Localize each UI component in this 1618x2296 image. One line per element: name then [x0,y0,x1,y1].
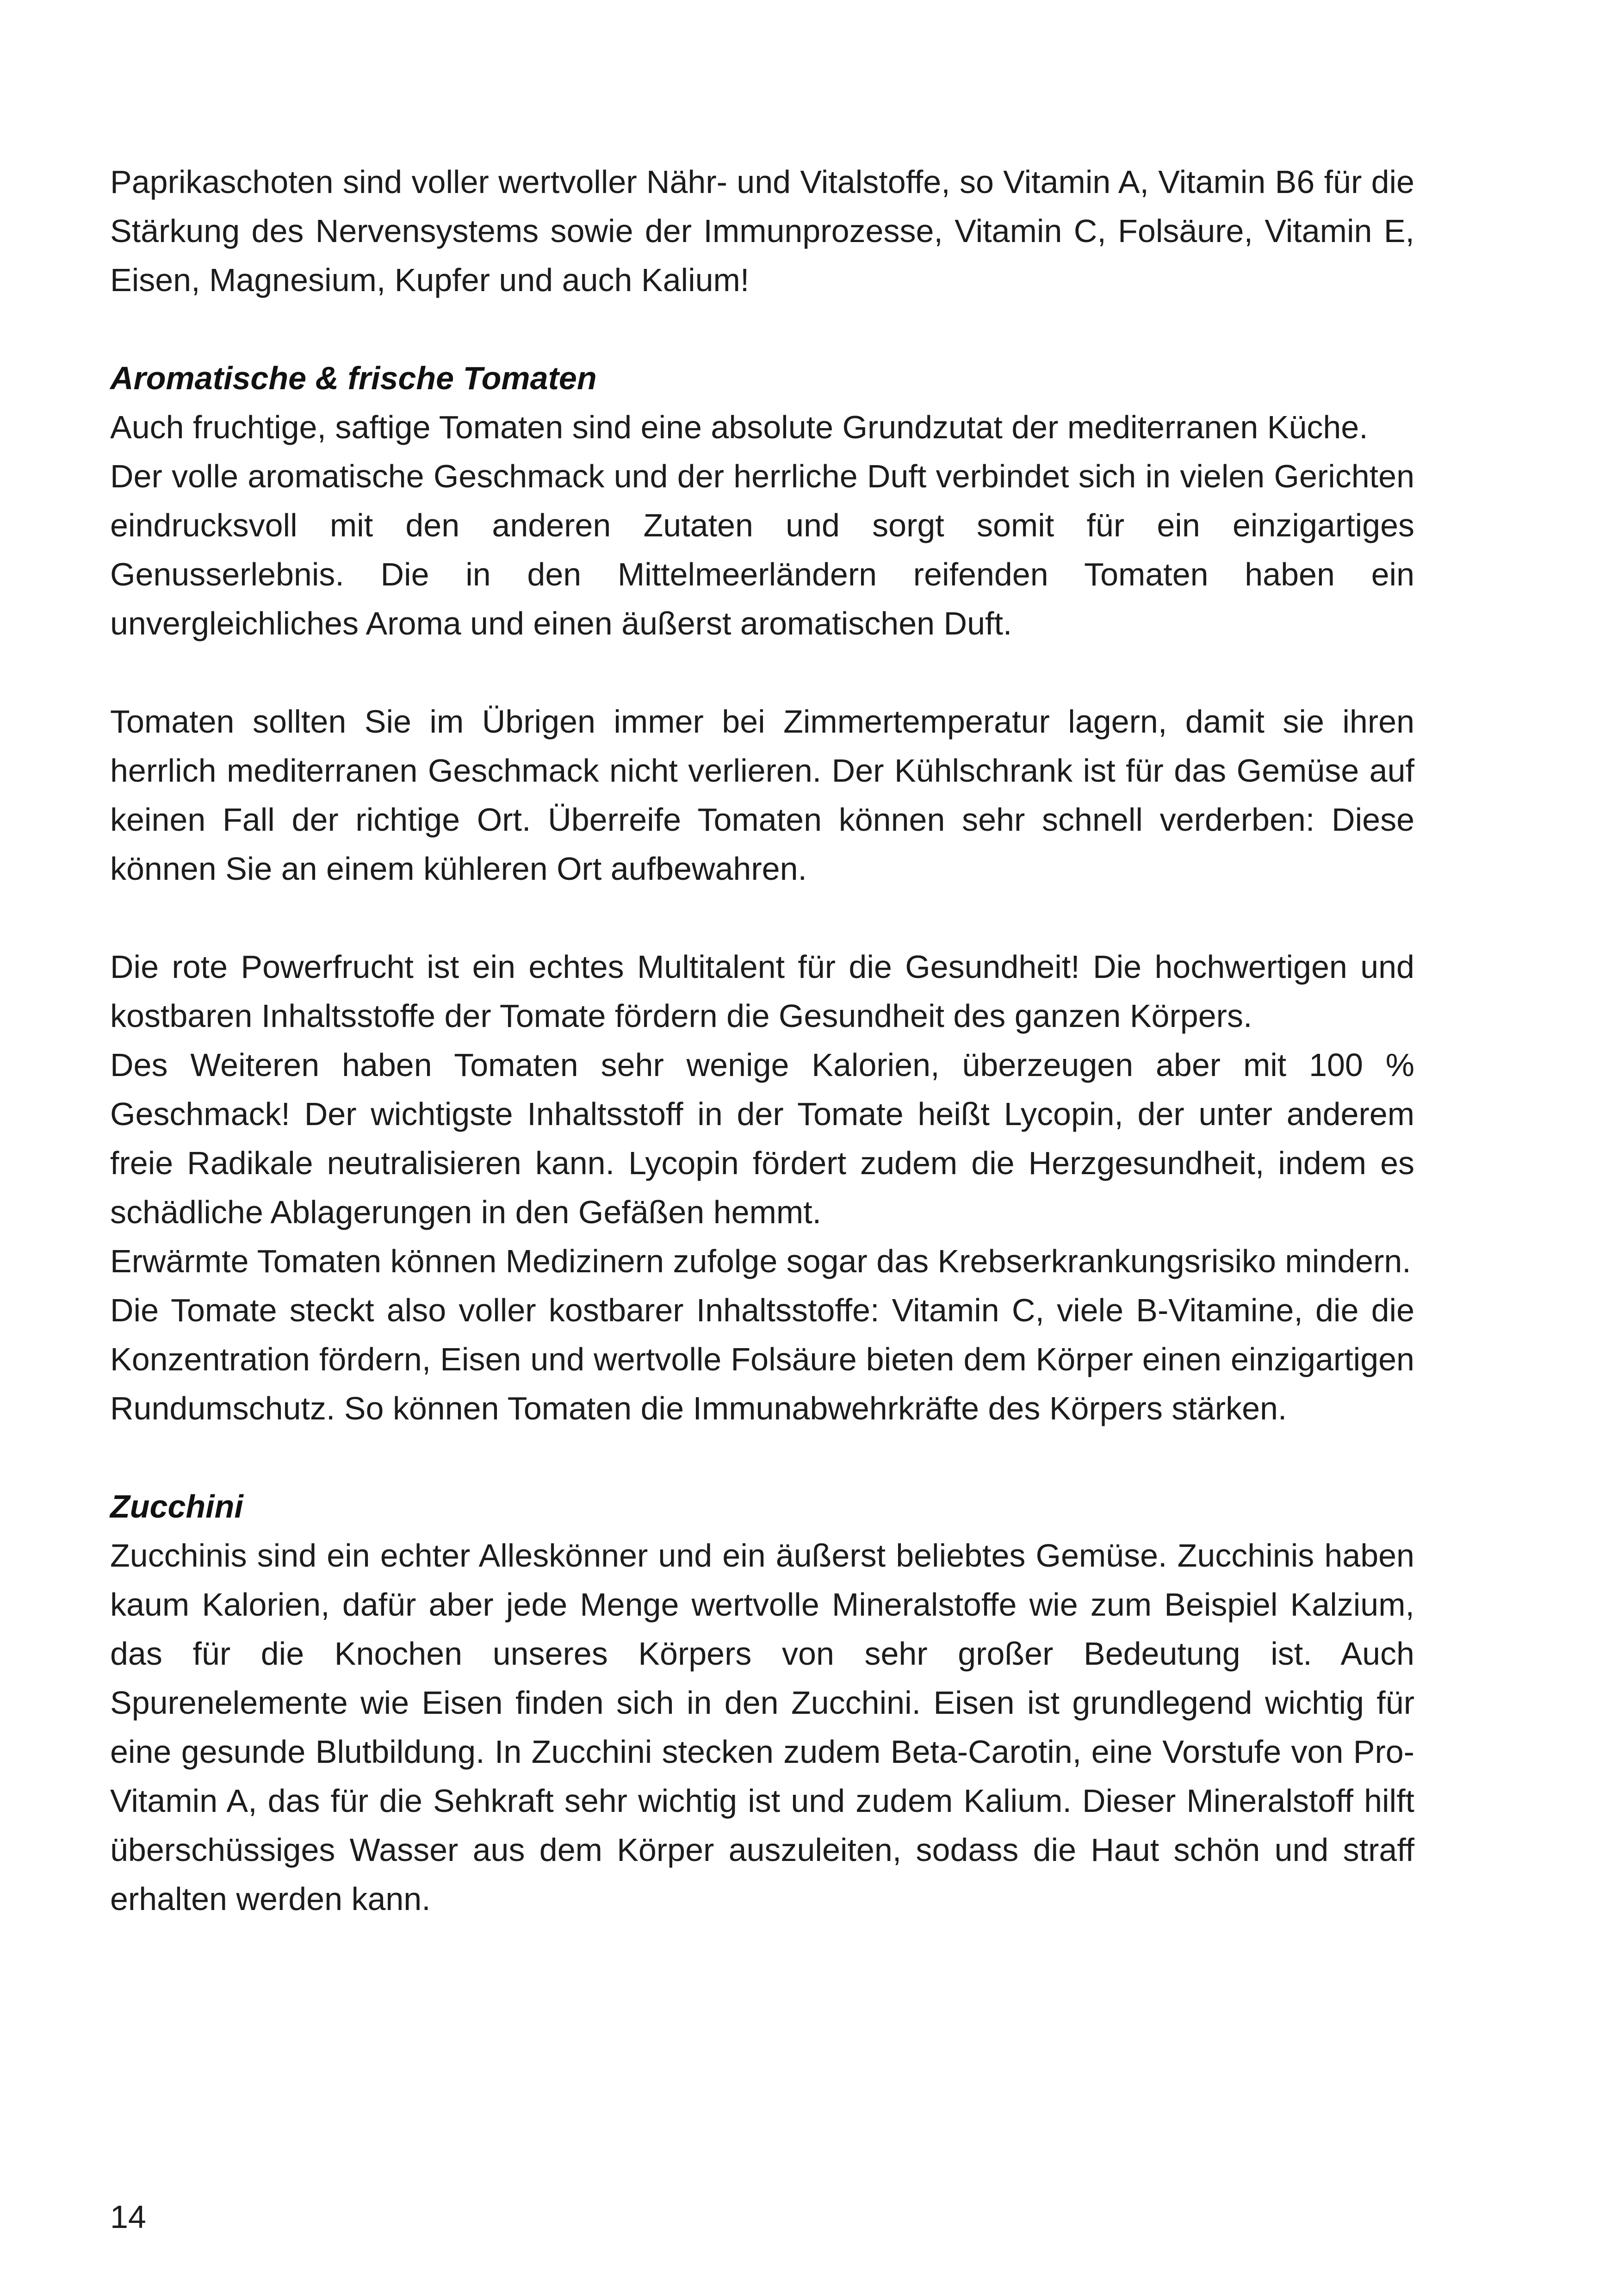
paragraph-tomaten-grundzutat: Auch fruchtige, saftige Tomaten sind eine absolute Grundzutat der mediterranen Küche. [110,409,1368,445]
paragraph-tomaten-kalorien-lycopin: Des Weiteren haben Tomaten sehr wenige Kalorien, überzeugen aber mit 100 % Geschmack! Der wichtigste Inhaltsstoff in der Tomate heißt Lycopin, der unter anderem freie Radikale neutralisieren kann. Lycopin fördert zudem die Herzgesundheit, indem es schädliche Ablagerungen in den Gefäßen hemmt. [110,1047,1414,1230]
paragraph-zucchini-mineralstoffe: Zucchinis sind ein echter Alleskönner und ein äußerst beliebtes Gemüse. Zucchinis haben kaum Kalorien, dafür aber jede Menge wertvolle Mineralstoffe wie zum Beispiel Kalzium, das für die Knochen unseres Körpers von sehr großer Bedeutung ist. Auch Spurenelemente wie Eisen finden sich in den Zucchini. Eisen ist grundlegend wichtig für eine gesunde Blutbildung. In Zucchini stecken zudem Beta-Carotin, eine Vorstufe von Pro-Vitamin A, das für die Sehkraft sehr wichtig ist und zudem Kalium. Dieser Mineralstoff hilft überschüssiges Wasser aus dem Körper auszuleiten, sodass die Haut schön und straff erhalten werden kann. [110,1537,1414,1917]
paragraph-tomaten-krebsrisiko: Erwärmte Tomaten können Medizinern zufolge sogar das Krebserkrankungsrisiko mindern. [110,1243,1411,1279]
section-heading-zucchini: Zucchini [110,1488,243,1524]
paragraph-tomaten-geschmack-duft: Der volle aromatische Geschmack und der herrliche Duft verbindet sich in vielen Gerichten eindrucksvoll mit den anderen Zutaten und sorgt somit für ein einzigartiges Genusserlebnis. Die in den Mittelmeerländern reifenden Tomaten haben ein unvergleichliches Aroma und einen äußerst aromatischen Duft. [110,458,1414,641]
paragraph-tomaten-lagerung: Tomaten sollten Sie im Übrigen immer bei Zimmertemperatur lagern, damit sie ihren herrlich mediterranen Geschmack nicht verlieren. Der Kühlschrank ist für das Gemüse auf keinen Fall der richtige Ort. Überreife Tomaten können sehr schnell verderben: Diese können Sie an einem kühleren Ort aufbewahren. [110,703,1414,887]
paragraph-tomaten-powerfrucht: Die rote Powerfrucht ist ein echtes Multitalent für die Gesundheit! Die hochwertigen und kostbaren Inhaltsstoffe der Tomate fördern die Gesundheit des ganzen Körpers. [110,949,1414,1034]
paragraph-tomaten-inhaltsstoffe: Die Tomate steckt also voller kostbarer Inhaltsstoffe: Vitamin C, viele B-Vitamine, die die Konzentration fördern, Eisen und wertvolle Folsäure bieten dem Körper einen einzigartigen Rundumschutz. So können Tomaten die Immunabwehrkräfte des Körpers stärken. [110,1292,1414,1426]
section-heading-tomaten: Aromatische & frische Tomaten [110,360,597,396]
page-number: 14 [110,2199,146,2235]
page-content [110,157,1414,1923]
paragraph-paprika-vitalstoffe: Paprikaschoten sind voller wertvoller Nähr- und Vitalstoffe, so Vitamin A, Vitamin B6 für die Stärkung des Nervensystems sowie der Immunprozesse, Vitamin C, Folsäure, Vitamin E, Eisen, Magnesium, Kupfer und auch Kalium! [110,164,1414,298]
